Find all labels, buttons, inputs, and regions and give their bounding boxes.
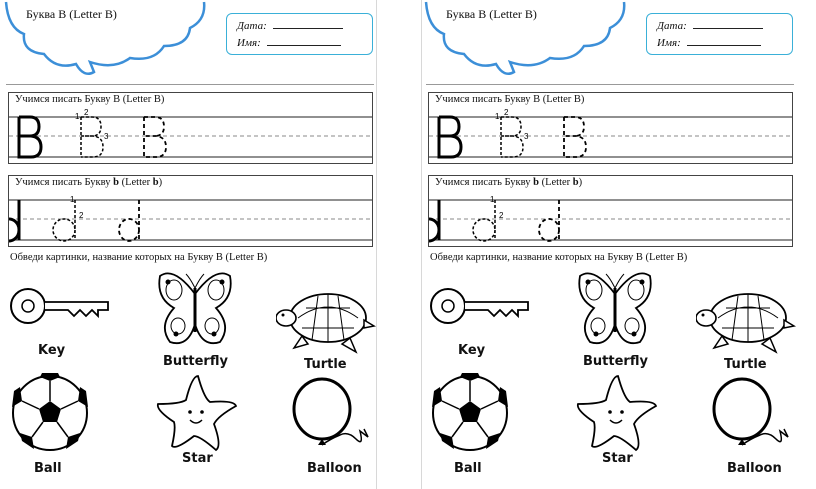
- date-name-box: [226, 13, 373, 55]
- divider: [6, 84, 374, 85]
- ball-picture[interactable]: [10, 373, 90, 453]
- page-edge: [421, 0, 422, 489]
- caption-star: Star: [602, 451, 633, 466]
- caption-balloon: Balloon: [307, 461, 362, 476]
- svg-text:2: 2: [504, 108, 509, 117]
- name-field[interactable]: [657, 36, 761, 49]
- uppercase-label: Учимся писать Букву B (Letter B): [15, 94, 165, 105]
- page-edge: [376, 0, 377, 489]
- caption-butterfly: Butterfly: [163, 354, 228, 369]
- worksheet-right: [424, 0, 796, 489]
- balloon-picture[interactable]: [710, 377, 796, 455]
- butterfly-picture[interactable]: [574, 268, 656, 352]
- lowercase-tracing-panel: [8, 175, 373, 247]
- date-field[interactable]: [657, 19, 763, 32]
- turtle-picture[interactable]: [696, 284, 796, 354]
- lowercase-label: Учимся писать Букву b (Letter b): [435, 177, 583, 188]
- instruction-text: Обведи картинки, название которых на Букву B (Letter B): [10, 252, 268, 263]
- uppercase-label: Учимся писать Букву B (Letter B): [435, 94, 585, 105]
- stroke-number-1: 1: [75, 112, 80, 121]
- caption-star: Star: [182, 451, 213, 466]
- balloon-picture[interactable]: [290, 377, 376, 455]
- date-field[interactable]: [237, 19, 343, 32]
- worksheet-left: [4, 0, 376, 489]
- lowercase-label: Учимся писать Букву b (Letter b): [15, 177, 163, 188]
- name-label: Имя:: [237, 37, 261, 49]
- svg-text:2: 2: [499, 211, 504, 220]
- stroke-number-3: 3: [104, 132, 109, 141]
- date-name-box: [646, 13, 793, 55]
- svg-text:1: 1: [490, 195, 495, 204]
- ball-picture[interactable]: [430, 373, 510, 453]
- svg-text:2: 2: [79, 211, 84, 220]
- lowercase-tracing-panel: [428, 175, 793, 247]
- uppercase-tracing-panel: [8, 92, 373, 164]
- page-title: Буква B (Letter B): [26, 7, 117, 21]
- name-label: Имя:: [657, 37, 681, 49]
- page-title: Буква B (Letter B): [446, 7, 537, 21]
- star-picture[interactable]: [154, 374, 238, 452]
- key-picture[interactable]: [8, 282, 110, 338]
- caption-turtle: Turtle: [304, 357, 347, 372]
- star-picture[interactable]: [574, 374, 658, 452]
- key-picture[interactable]: [428, 282, 530, 338]
- svg-text:1: 1: [495, 112, 500, 121]
- date-label: Дата:: [657, 20, 687, 32]
- name-field[interactable]: [237, 36, 341, 49]
- instruction-text: Обведи картинки, название которых на Букву B (Letter B): [430, 252, 688, 263]
- caption-key: Key: [38, 343, 66, 358]
- caption-balloon: Balloon: [727, 461, 782, 476]
- uppercase-tracing-panel: [428, 92, 793, 164]
- lowercase-writing-lines: [429, 190, 792, 246]
- caption-ball: Ball: [34, 461, 62, 476]
- svg-text:1: 1: [70, 195, 75, 204]
- lowercase-writing-lines: [9, 190, 372, 246]
- svg-text:3: 3: [524, 132, 529, 141]
- date-label: Дата:: [237, 20, 267, 32]
- caption-turtle: Turtle: [724, 357, 767, 372]
- caption-ball: Ball: [454, 461, 482, 476]
- stroke-number-2: 2: [84, 108, 89, 117]
- uppercase-writing-lines: [429, 107, 792, 163]
- uppercase-writing-lines: [9, 107, 372, 163]
- caption-key: Key: [458, 343, 486, 358]
- turtle-picture[interactable]: [276, 284, 376, 354]
- divider: [426, 84, 794, 85]
- butterfly-picture[interactable]: [154, 268, 236, 352]
- caption-butterfly: Butterfly: [583, 354, 648, 369]
